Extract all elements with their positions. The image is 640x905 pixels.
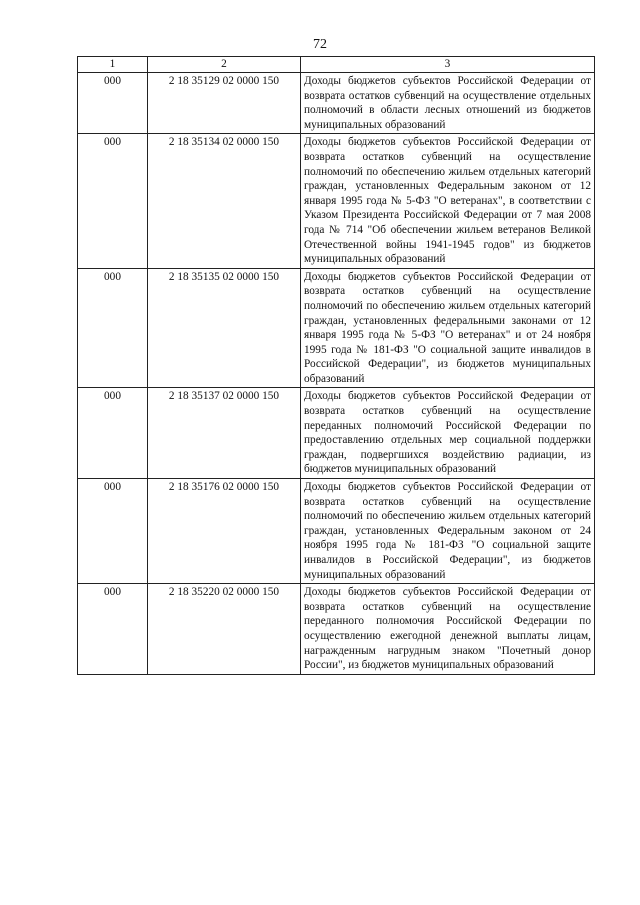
header-column-1: 1	[78, 57, 148, 73]
admin-code-cell: 000	[78, 388, 148, 479]
income-name-cell: Доходы бюджетов субъектов Российской Федерации от возврата остатков субвенций на осуществление переданного полномочия Российской Федерации по осуществлению ежегодной денежной выплаты лицам, награжденным нагрудным знаком "Почетный донор России", из бюджетов муниципальных образований	[301, 584, 595, 675]
budget-code-cell: 2 18 35129 02 0000 150	[148, 73, 301, 134]
admin-code-cell: 000	[78, 268, 148, 388]
admin-code-cell: 000	[78, 73, 148, 134]
table-row	[78, 584, 595, 675]
admin-code-cell: 000	[78, 134, 148, 268]
budget-code-cell: 2 18 35135 02 0000 150	[148, 268, 301, 388]
budget-income-table	[77, 56, 595, 675]
header-row	[78, 57, 595, 73]
table-body	[78, 73, 595, 675]
income-name-cell: Доходы бюджетов субъектов Российской Федерации от возврата остатков субвенций на осуществление отдельных полномочий в области лесных отношений из бюджетов муниципальных образований	[301, 73, 595, 134]
income-name-cell: Доходы бюджетов субъектов Российской Федерации от возврата остатков субвенций на осуществление полномочий по обеспечению жильем отдельных категорий граждан, установленных Федеральным законом от 12 января 1995 года № 5-ФЗ "О ветеранах", в соответствии с Указом Президента Российской Федерации от 7 мая 2008 года № 714 "Об обеспечении жильем ветеранов Великой Отечественной войны 1941-1945 годов" из бюджетов муниципальных образований	[301, 134, 595, 268]
income-name-cell: Доходы бюджетов субъектов Российской Федерации от возврата остатков субвенций на осуществление полномочий по обеспечению жильем отдельных категорий граждан, установленных федеральными законами от 12 января 1995 года № 5-ФЗ "О ветеранах" и от 24 ноября 1995 года № 181-ФЗ "О социальной защите инвалидов в Российской Федерации", из бюджетов муниципальных образований	[301, 268, 595, 388]
admin-code-cell: 000	[78, 479, 148, 584]
budget-code-cell: 2 18 35176 02 0000 150	[148, 479, 301, 584]
table-row	[78, 388, 595, 479]
budget-code-cell: 2 18 35137 02 0000 150	[148, 388, 301, 479]
table-header	[78, 57, 595, 73]
header-column-2: 2	[148, 57, 301, 73]
admin-code-cell: 000	[78, 584, 148, 675]
table-row	[78, 268, 595, 388]
header-column-3: 3	[301, 57, 595, 73]
page-number: 72	[313, 37, 327, 52]
budget-code-cell: 2 18 35220 02 0000 150	[148, 584, 301, 675]
table-row	[78, 479, 595, 584]
income-name-cell: Доходы бюджетов субъектов Российской Федерации от возврата остатков субвенций на осуществление переданных полномочий Российской Федерации по предоставлению отдельных мер социальной поддержки граждан, подвергшихся воздействию радиации, из бюджетов муниципальных образований	[301, 388, 595, 479]
table-row	[78, 134, 595, 268]
table-row	[78, 73, 595, 134]
income-name-cell: Доходы бюджетов субъектов Российской Федерации от возврата остатков субвенций на осуществление полномочий по обеспечению жильем отдельных категорий граждан, установленных Федеральным законом от 24 ноября 1995 года № 181-ФЗ "О социальной защите инвалидов в Российской Федерации", из бюджетов муниципальных образований	[301, 479, 595, 584]
budget-code-cell: 2 18 35134 02 0000 150	[148, 134, 301, 268]
